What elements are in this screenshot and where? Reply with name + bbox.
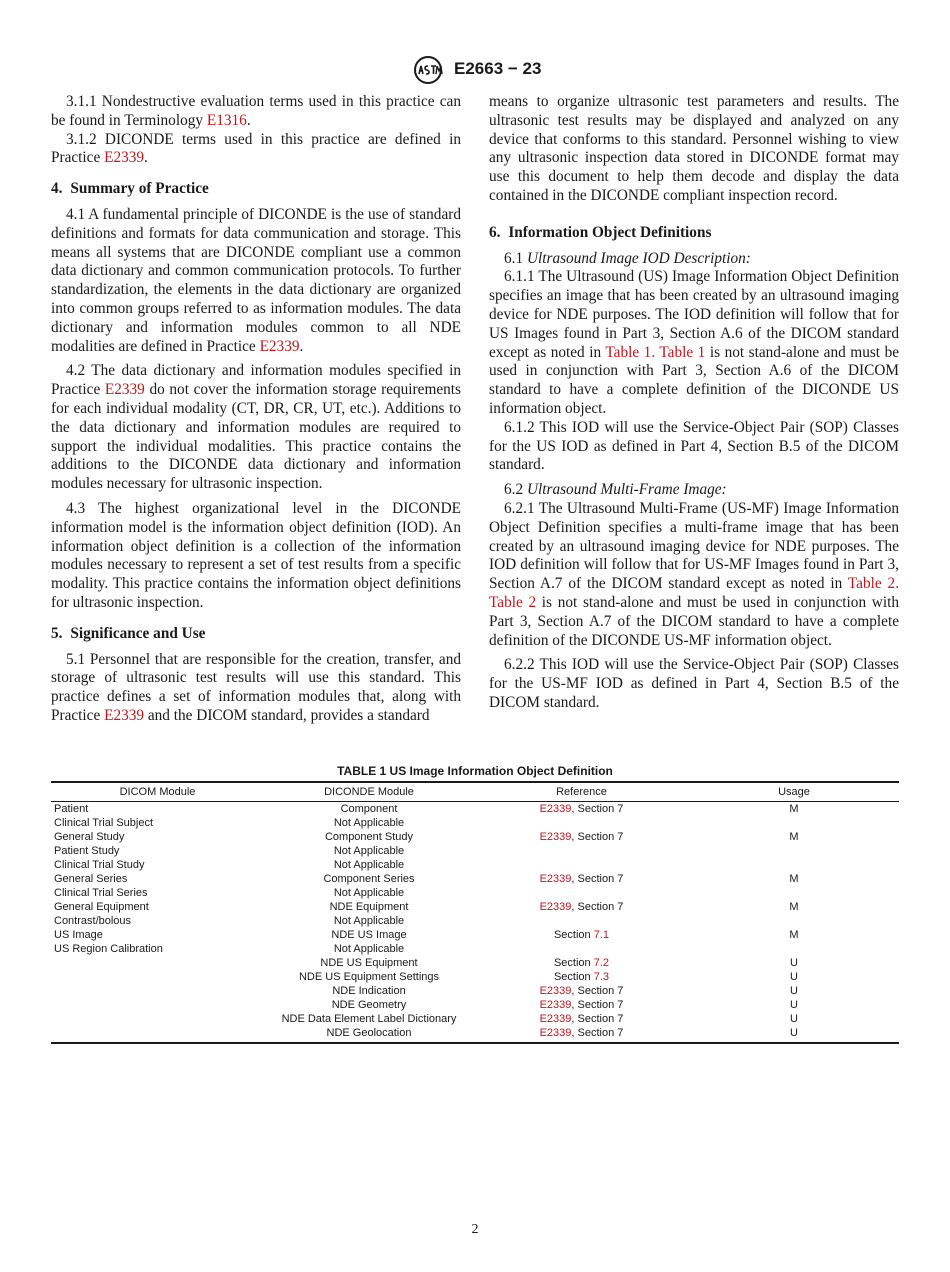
diconde-module-cell: NDE Geometry xyxy=(331,999,407,1011)
paragraph-3-1-1: 3.1.1 Nondestructive evaluation terms used in this practice can be found in Terminology E1316. xyxy=(51,93,461,129)
table-row xyxy=(51,858,899,872)
dicom-module-cell: General Series xyxy=(54,873,128,885)
table-row xyxy=(51,1026,899,1043)
diconde-module-cell: Not Applicable xyxy=(333,915,405,927)
usage-cell: U xyxy=(790,999,798,1011)
diconde-module-cell: NDE US Image xyxy=(331,929,407,941)
reference-link[interactable]: 7.3 xyxy=(593,971,610,983)
reference-link[interactable]: E2339 xyxy=(539,1013,572,1025)
usage-cell xyxy=(689,844,899,858)
dicom-module-cell: Patient Study xyxy=(54,845,120,857)
reference-text: , Section 7 xyxy=(571,803,624,815)
usage-cell xyxy=(689,858,899,872)
table-row xyxy=(51,830,899,844)
usage-cell: U xyxy=(689,1026,899,1043)
left-column xyxy=(51,93,461,726)
section-heading-4: 4. Summary of Practice xyxy=(51,180,209,198)
reference-prefix: Section xyxy=(553,929,594,941)
reference-link[interactable]: E2339 xyxy=(539,831,572,843)
reference-text: , Section 7 xyxy=(571,999,624,1011)
column-header: DICOM Module xyxy=(51,782,264,802)
reference-prefix: Section xyxy=(553,957,594,969)
reference-cell xyxy=(474,816,689,830)
table-row xyxy=(51,1012,899,1026)
reference-text: , Section 7 xyxy=(571,1027,624,1039)
diconde-module-cell: Not Applicable xyxy=(333,845,405,857)
section-heading-5: 5. Significance and Use xyxy=(51,624,206,642)
diconde-module-cell: Component xyxy=(340,803,398,815)
reference-link[interactable]: E2339 xyxy=(539,999,572,1011)
reference-link[interactable]: E2339 xyxy=(539,901,572,913)
table-caption: TABLE 1 US Image Information Object Definition xyxy=(337,764,613,778)
reference-cell xyxy=(474,1026,689,1043)
usage-cell: M xyxy=(789,929,799,941)
table-row xyxy=(51,942,899,956)
ref-link[interactable]: E1316 xyxy=(206,111,247,129)
page-header xyxy=(0,55,950,87)
reference-text: , Section 7 xyxy=(571,985,624,997)
usage-cell: U xyxy=(790,957,798,969)
usage-cell xyxy=(689,942,899,956)
paragraph-6-1-2: 6.1.2 This IOD will use the Service-Object Pair (SOP) Classes for the US IOD as defined in Part 4, Section B.5 of the DICOM standard. xyxy=(489,418,899,474)
dicom-module-cell xyxy=(51,1026,264,1043)
dicom-module-cell: Clinical Trial Study xyxy=(54,859,145,871)
reference-text: , Section 7 xyxy=(571,873,624,885)
diconde-module-cell: Not Applicable xyxy=(333,887,405,899)
dicom-module-cell: General Equipment xyxy=(54,901,149,913)
reference-cell xyxy=(474,858,689,872)
reference-cell xyxy=(474,928,689,942)
dicom-module-cell: US Region Calibration xyxy=(54,943,163,955)
table-row xyxy=(51,984,899,998)
reference-text: , Section 7 xyxy=(571,831,624,843)
paragraph-5-1: 5.1 Personnel that are responsible for the creation, transfer, and storage of ultrasonic test results will use this standard. This practice defines a set of information modules that, along with Practice E2339 and the DICOM standard, provides a standard xyxy=(51,650,461,724)
dicom-module-cell: Contrast/bolous xyxy=(54,915,132,927)
table-ref-link[interactable]: Table 2 xyxy=(489,593,537,611)
usage-cell xyxy=(689,914,899,928)
paragraph-4-3: 4.3 The highest organizational level in the DICONDE information model is the information object definition (IOD). An information object definition is a collection of the information modules necessary to represent a set of test results from a specific modality. This practice contains the information object definitions for ultrasonic inspection. xyxy=(51,499,461,611)
usage-cell xyxy=(689,886,899,900)
diconde-module-cell: NDE Equipment xyxy=(329,901,409,913)
diconde-module-cell: NDE US Equipment Settings xyxy=(298,971,439,983)
usage-cell: U xyxy=(790,971,798,983)
paragraph-5-1-continued: means to organize ultrasonic test parameters and results. The ultrasonic test results may be displayed and analyzed on any device that conforms to this standard. Personnel wishing to view any ultrasonic inspection data stored in DICONDE format may use this document to help them decode and display the data contained in the DICONDE compliant inspection record. xyxy=(489,93,899,204)
diconde-module-cell: NDE Data Element Label Dictionary xyxy=(281,1013,457,1025)
table-ref-link[interactable]: Table 1 xyxy=(605,343,652,361)
paragraph-6-1: 6.1 Ultrasound Image IOD Description: xyxy=(504,249,751,267)
table-row xyxy=(51,816,899,830)
reference-link[interactable]: E2339 xyxy=(539,1027,572,1039)
diconde-module-cell: NDE US Equipment xyxy=(320,957,418,969)
reference-cell xyxy=(474,886,689,900)
ref-link[interactable]: E2339 xyxy=(104,149,145,167)
table-row xyxy=(51,928,899,942)
dicom-module-cell: Clinical Trial Series xyxy=(54,887,148,899)
reference-cell xyxy=(474,802,689,817)
reference-prefix: Section xyxy=(553,971,594,983)
diconde-module-cell: Component Study xyxy=(324,831,414,843)
diconde-module-cell: Not Applicable xyxy=(333,859,405,871)
reference-cell xyxy=(474,844,689,858)
paragraph-3-1-2: 3.1.2 DICONDE terms used in this practice are defined in Practice E2339. xyxy=(51,130,461,167)
usage-cell xyxy=(689,816,899,830)
table-row xyxy=(51,956,899,970)
reference-link[interactable]: E2339 xyxy=(539,803,572,815)
diconde-module-cell: Component Series xyxy=(323,873,415,885)
document-designation: E2663 − 23 xyxy=(454,59,542,78)
reference-cell xyxy=(474,970,689,984)
reference-text: , Section 7 xyxy=(571,901,624,913)
usage-cell: M xyxy=(789,831,799,843)
dicom-module-cell xyxy=(51,970,264,984)
astm-logo-icon xyxy=(408,55,448,85)
section-heading-6: 6. Information Object Definitions xyxy=(489,223,712,241)
reference-cell xyxy=(474,914,689,928)
dicom-module-cell xyxy=(51,1012,264,1026)
usage-cell: M xyxy=(789,901,799,913)
column-header: DICONDE Module xyxy=(264,782,474,802)
paragraph-4-2: 4.2 The data dictionary and information modules specified in Practice E2339 do not cover the information storage requirements for each individual modality (CT, DR, CR, UT, etc.). Additions to the data dictionary and information modules are required to support the individual modalities. This practice contains the additions to the DICONDE data dictionary and information modules necessary for ultrasonic inspection. xyxy=(51,362,461,493)
reference-cell xyxy=(474,1012,689,1026)
ref-link[interactable]: E2339 xyxy=(104,381,145,399)
diconde-module-cell: Not Applicable xyxy=(333,817,405,829)
dicom-module-cell xyxy=(51,984,264,998)
table-row xyxy=(51,872,899,886)
column-header: Reference xyxy=(474,782,689,802)
paragraph-6-2-2: 6.2.2 This IOD will use the Service-Object Pair (SOP) Classes for the US-MF IOD as defined in Part 4, Section B.5 of the DICOM standard. xyxy=(489,656,899,711)
table-row xyxy=(51,970,899,984)
usage-cell: U xyxy=(790,985,798,997)
reference-cell xyxy=(474,942,689,956)
reference-cell xyxy=(474,900,689,914)
paragraph-6-2: 6.2 Ultrasound Multi-Frame Image: xyxy=(504,481,727,499)
paragraph-6-1-1: 6.1.1 The Ultrasound (US) Image Information Object Definition specifies an image that has been created by an ultrasound imaging device for NDE purposes. The IOD definition will follow that for US Images found in Part 3, Section A.6 of the DICOM standard except as noted in Table 1. Table 1 is not stand-alone and must be used in conjunction with Part 3, Section A.6 of the DICOM standard to have a complete definition of the DICONDE US information object. xyxy=(489,268,900,417)
us-image-iod-table xyxy=(51,781,899,1044)
reference-cell xyxy=(474,956,689,970)
dicom-module-cell: Clinical Trial Subject xyxy=(54,817,154,829)
reference-link[interactable]: 7.2 xyxy=(593,957,610,969)
table-row xyxy=(51,802,899,817)
reference-cell xyxy=(474,984,689,998)
table-row xyxy=(51,900,899,914)
reference-link[interactable]: E2339 xyxy=(539,873,572,885)
column-header: Usage xyxy=(689,782,899,802)
table-header-row xyxy=(51,782,899,802)
table-row xyxy=(51,886,899,900)
table-body xyxy=(51,802,899,1044)
table-ref-link[interactable]: Table 1 xyxy=(659,343,706,361)
reference-cell xyxy=(474,998,689,1012)
page-number: 2 xyxy=(471,1222,479,1237)
usage-cell: M xyxy=(789,803,799,815)
dicom-module-cell: Patient xyxy=(54,803,89,815)
reference-text: , Section 7 xyxy=(571,1013,624,1025)
reference-cell xyxy=(474,872,689,886)
dicom-module-cell: General Study xyxy=(54,831,125,843)
reference-link[interactable]: 7.1 xyxy=(593,929,610,941)
usage-cell: M xyxy=(789,873,799,885)
usage-cell: U xyxy=(790,1013,798,1025)
table-row xyxy=(51,998,899,1012)
paragraph-4-1: 4.1 A fundamental principle of DICONDE is the use of standard definitions and formats for data communication and storage. This means all systems that are DICONDE compliant use a common data dictionary and common communication protocols. To further standardization, the elements in the data dictionary are organized into common groups referred to as information modules. The data dictionary and information modules common to all NDE modalities are defined in Practice E2339. xyxy=(51,205,461,355)
right-column xyxy=(489,93,899,713)
dicom-module-cell: US Image xyxy=(54,929,103,941)
ref-link[interactable]: E2339 xyxy=(104,706,145,724)
reference-link[interactable]: E2339 xyxy=(539,985,572,997)
ref-link[interactable]: E2339 xyxy=(259,337,300,355)
diconde-module-cell: NDE Indication xyxy=(332,985,406,997)
dicom-module-cell xyxy=(51,956,264,970)
paragraph-6-2-1: 6.2.1 The Ultrasound Multi-Frame (US-MF) Image Information Object Definition specifies a multi-frame image that has been created by an ultrasound imaging device for NDE purposes. The IOD definition will follow that for US-MF Images found in Part 3, Section A.7 of the DICOM standard except as noted in Table 2. Table 2 is not stand-alone and must be used in conjunction with Part 3, Section A.7 of the DICOM standard to have a complete definition of the DICONDE US-MF information object. xyxy=(489,499,900,649)
dicom-module-cell xyxy=(51,998,264,1012)
table-1 xyxy=(51,764,899,1044)
diconde-module-cell: Not Applicable xyxy=(333,943,405,955)
table-row xyxy=(51,844,899,858)
table-ref-link[interactable]: Table 2 xyxy=(847,575,896,593)
diconde-module-cell: NDE Geolocation xyxy=(264,1026,474,1043)
reference-cell xyxy=(474,830,689,844)
table-row xyxy=(51,914,899,928)
